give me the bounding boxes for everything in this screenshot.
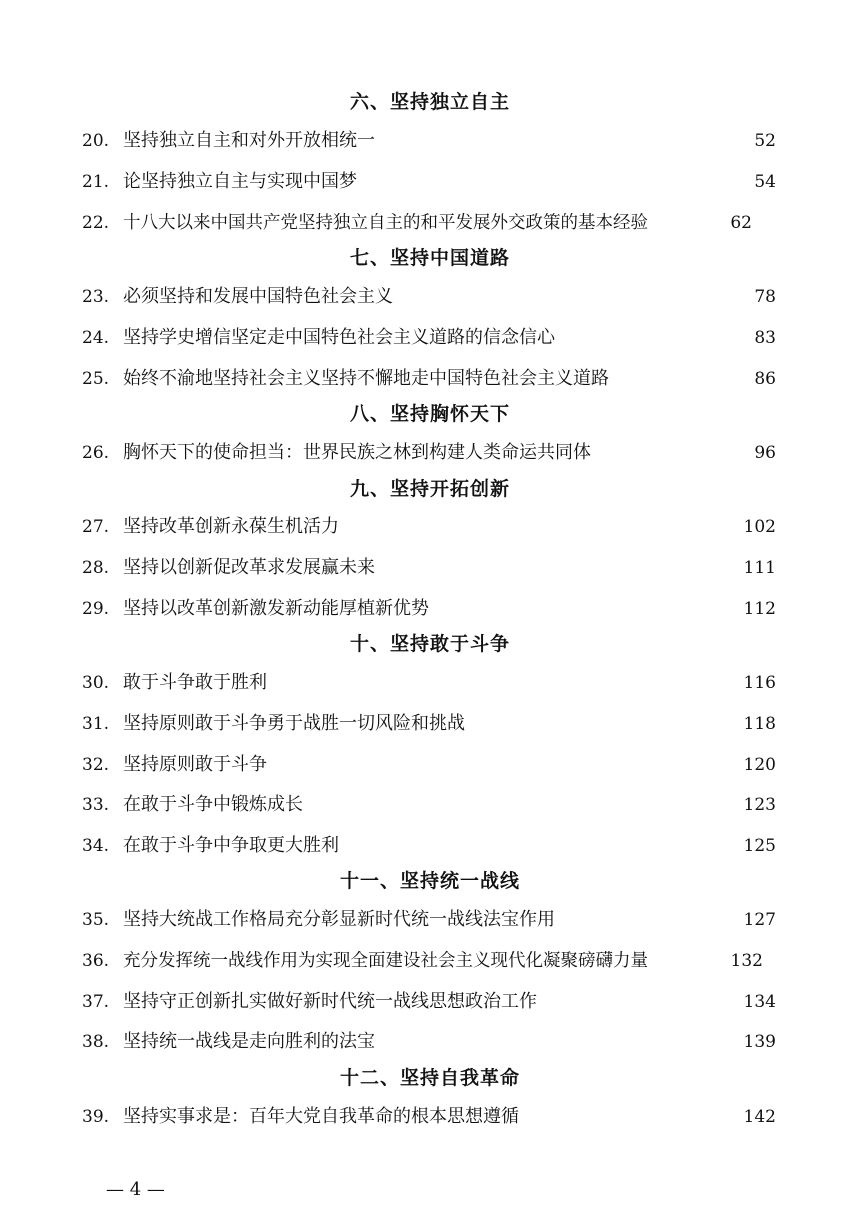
entry-page: 142 bbox=[743, 1107, 776, 1127]
entry-page: 96 bbox=[754, 443, 776, 463]
entry-page: 52 bbox=[754, 131, 776, 151]
section-heading: 十二、坚持自我革命 bbox=[339, 1067, 520, 1089]
entry-number: 25. bbox=[82, 369, 110, 389]
entry-page: 127 bbox=[743, 910, 776, 930]
entry-title: 坚持以创新促改革求发展赢未来 bbox=[123, 557, 375, 578]
toc-entry[interactable] bbox=[0, 711, 860, 737]
entry-title: 论坚持独立自主与实现中国梦 bbox=[123, 171, 357, 192]
entry-page: 54 bbox=[754, 172, 776, 192]
entry-title: 坚持学史增信坚定走中国特色社会主义道路的信念信心 bbox=[123, 327, 555, 348]
entry-number: 36. bbox=[82, 951, 110, 971]
entry-page: 62 bbox=[730, 213, 752, 233]
entry-title: 坚持原则敢于斗争勇于战胜一切风险和挑战 bbox=[123, 713, 465, 734]
entry-page: 132 bbox=[730, 951, 763, 971]
toc-entry[interactable] bbox=[0, 907, 860, 933]
entry-number: 20. bbox=[82, 131, 110, 151]
toc-entry[interactable] bbox=[0, 440, 860, 466]
entry-page: 118 bbox=[743, 714, 776, 734]
entry-number: 33. bbox=[82, 795, 110, 815]
entry-number: 29. bbox=[82, 599, 110, 619]
entry-number: 35. bbox=[82, 910, 110, 930]
entry-number: 32. bbox=[82, 755, 110, 775]
toc-entry[interactable] bbox=[0, 514, 860, 540]
section-heading: 六、坚持独立自主 bbox=[349, 91, 510, 113]
section-heading: 七、坚持中国道路 bbox=[349, 247, 510, 269]
toc-entry[interactable] bbox=[0, 833, 860, 859]
entry-number: 26. bbox=[82, 443, 110, 463]
toc-entry[interactable] bbox=[0, 128, 860, 154]
entry-title: 在敢于斗争中锻炼成长 bbox=[123, 794, 303, 815]
entry-number: 30. bbox=[82, 673, 110, 693]
toc-entry[interactable] bbox=[0, 210, 860, 236]
toc-entry[interactable] bbox=[0, 752, 860, 778]
entry-number: 31. bbox=[82, 714, 110, 734]
entry-title: 坚持守正创新扎实做好新时代统一战线思想政治工作 bbox=[123, 991, 537, 1012]
entry-number: 22. bbox=[82, 213, 110, 233]
section-heading: 八、坚持胸怀天下 bbox=[349, 403, 510, 425]
toc-entry[interactable] bbox=[0, 948, 860, 974]
entry-title: 十八大以来中国共产党坚持独立自主的和平发展外交政策的基本经验 bbox=[123, 213, 648, 233]
entry-title: 坚持独立自主和对外开放相统一 bbox=[123, 130, 375, 151]
toc-entry[interactable] bbox=[0, 989, 860, 1015]
toc-entry[interactable] bbox=[0, 792, 860, 818]
entry-number: 37. bbox=[82, 992, 110, 1012]
entry-number: 38. bbox=[82, 1032, 110, 1052]
entry-page: 112 bbox=[743, 599, 776, 619]
toc-entry[interactable] bbox=[0, 555, 860, 581]
entry-title: 坚持改革创新永葆生机活力 bbox=[123, 516, 339, 537]
entry-page: 139 bbox=[743, 1032, 776, 1052]
entry-page: 78 bbox=[754, 287, 776, 307]
entry-title: 在敢于斗争中争取更大胜利 bbox=[123, 835, 339, 856]
entry-title: 坚持原则敢于斗争 bbox=[123, 754, 267, 775]
toc-entry[interactable] bbox=[0, 596, 860, 622]
entry-number: 34. bbox=[82, 836, 110, 856]
entry-page: 123 bbox=[743, 795, 776, 815]
entry-title: 坚持大统战工作格局充分彰显新时代统一战线法宝作用 bbox=[123, 909, 555, 930]
entry-page: 125 bbox=[743, 836, 776, 856]
entry-page: 134 bbox=[743, 992, 776, 1012]
entry-page: 83 bbox=[754, 328, 776, 348]
entry-number: 27. bbox=[82, 517, 110, 537]
entry-number: 39. bbox=[82, 1107, 110, 1127]
entry-page: 86 bbox=[754, 369, 776, 389]
entry-title: 坚持统一战线是走向胜利的法宝 bbox=[123, 1031, 375, 1052]
entry-title: 坚持实事求是：百年大党自我革命的根本思想遵循 bbox=[123, 1106, 519, 1127]
entry-title: 充分发挥统一战线作用为实现全面建设社会主义现代化凝聚磅礴力量 bbox=[123, 951, 648, 971]
entry-number: 28. bbox=[82, 558, 110, 578]
toc-entry[interactable] bbox=[0, 1029, 860, 1055]
entry-title: 始终不渝地坚持社会主义坚持不懈地走中国特色社会主义道路 bbox=[123, 368, 609, 389]
entry-title: 敢于斗争敢于胜利 bbox=[123, 672, 267, 693]
toc-entry[interactable] bbox=[0, 284, 860, 310]
toc-entry[interactable] bbox=[0, 169, 860, 195]
section-heading: 九、坚持开拓创新 bbox=[349, 478, 510, 500]
entry-title: 坚持以改革创新激发新动能厚植新优势 bbox=[123, 598, 429, 619]
toc-entry[interactable] bbox=[0, 670, 860, 696]
toc-entry[interactable] bbox=[0, 1104, 860, 1130]
page-number-footer: — 4 — bbox=[106, 1179, 165, 1200]
entry-number: 24. bbox=[82, 328, 110, 348]
entry-title: 必须坚持和发展中国特色社会主义 bbox=[123, 286, 393, 307]
entry-page: 116 bbox=[743, 673, 776, 693]
entry-page: 120 bbox=[743, 755, 776, 775]
section-heading: 十、坚持敢于斗争 bbox=[349, 633, 510, 655]
entry-number: 21. bbox=[82, 172, 110, 192]
entry-page: 102 bbox=[743, 517, 776, 537]
toc-entry[interactable] bbox=[0, 366, 860, 392]
toc-entry[interactable] bbox=[0, 325, 860, 351]
entry-title: 胸怀天下的使命担当：世界民族之林到构建人类命运共同体 bbox=[123, 442, 591, 463]
section-heading: 十一、坚持统一战线 bbox=[339, 870, 520, 892]
entry-page: 111 bbox=[743, 558, 776, 578]
entry-number: 23. bbox=[82, 287, 110, 307]
